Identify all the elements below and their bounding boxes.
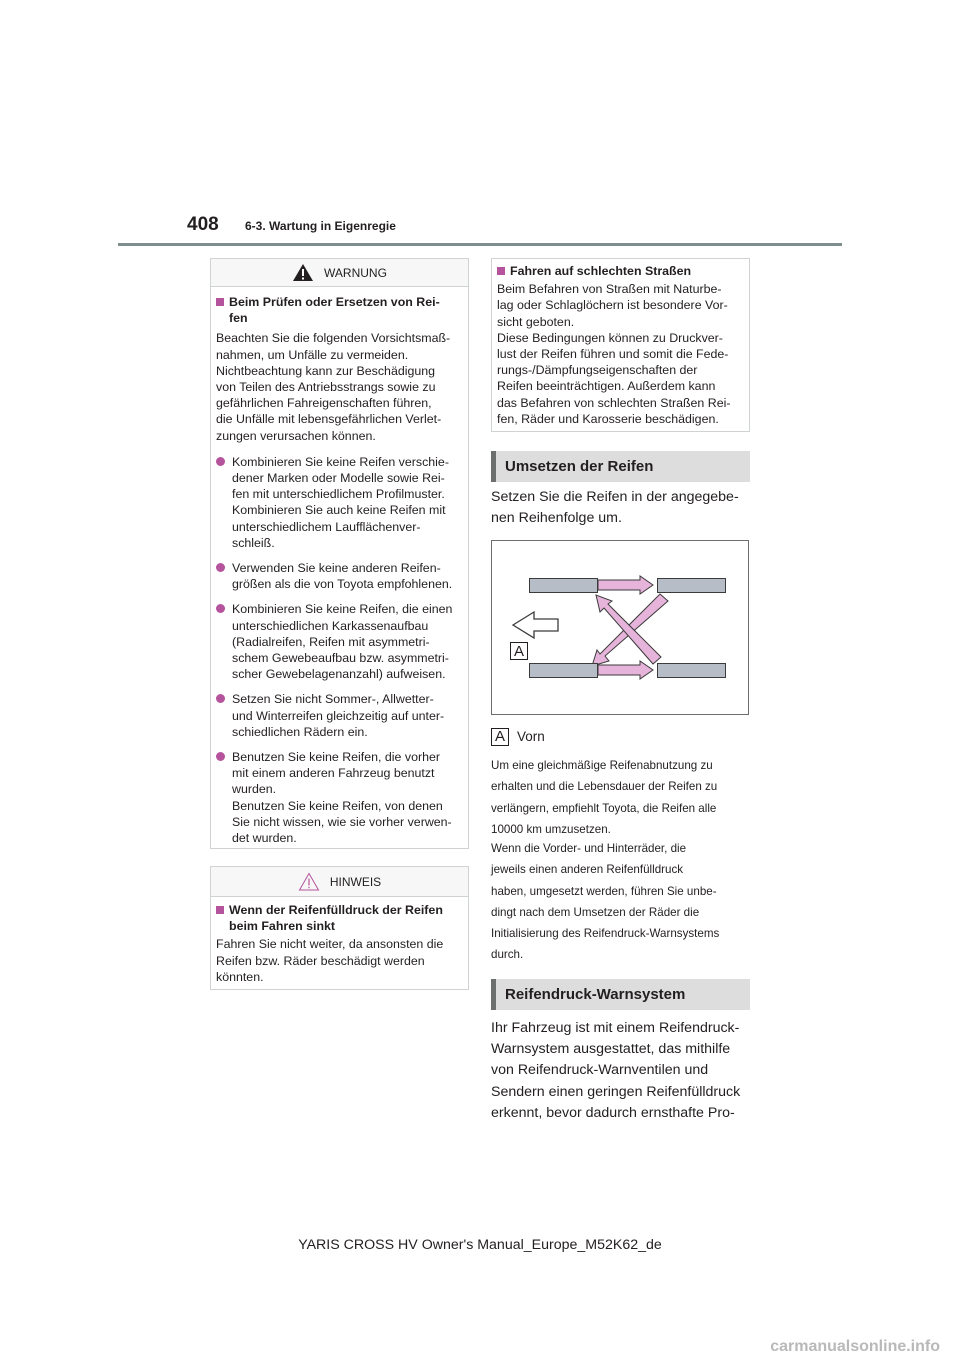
legend-text: Vorn (517, 729, 545, 744)
rotation-note-2: Wenn die Vorder- und Hinterräder, die jeweils einen anderen Reifenfülldruck haben, umgesetzt werden, führen Sie unbe- dingt nach dem Umsetzen der Räder die Initialisierung des Reifendruck-Warnsystems durch. (491, 842, 720, 962)
rotation-arrows (492, 541, 748, 714)
warning-triangle-icon (292, 263, 314, 282)
dot-bullet-icon (216, 457, 225, 466)
tire-rotation-figure (491, 540, 749, 715)
rough-roads-body (492, 259, 749, 435)
forward-arrow-icon (513, 612, 558, 638)
square-bullet-icon (497, 267, 505, 275)
rotation-intro: Setzen Sie die Reifen in der angegebe- nen Reihenfolge um. (491, 489, 739, 527)
tpws-text: Ihr Fahrzeug ist mit einem Reifendruck- Warnsystem ausgestattet, das mithilfe von Reifendruck-Warnventilen und Sendern einen geringen Reifenfülldruck erkennt, bevor dadurch ernsthafte Pro- (491, 1020, 741, 1121)
dot-bullet-icon (216, 604, 225, 613)
caution-triangle-icon (298, 872, 320, 891)
rough-roads-box (491, 258, 750, 432)
rotation-heading: Umsetzen der Reifen (491, 451, 750, 482)
tpws-heading: Reifendruck-Warnsystem (491, 979, 750, 1010)
figure-label-a: A (510, 642, 528, 660)
dot-bullet-icon (216, 752, 225, 761)
rough-roads-subheading: Fahren auf schlechten Straßen (497, 263, 744, 279)
warning-bullet: Verwenden Sie keine anderen Reifen- größen als die von Toyota empfohlenen. (216, 560, 463, 592)
warning-intro: Beachten Sie die folgenden Vorsichtsmaß- nahmen, um Unfälle zu vermeiden. Nichtbeachtung kann zur Beschädigung von Teilen des Antriebsstrangs sowie zu gefährlichen Fahreigenschaften führen, die Unfälle mit lebensgefährlichen Verlet- zungen verursachen können. (216, 331, 451, 443)
tire-rear-left (529, 663, 598, 678)
warning-bullet: Setzen Sie nicht Sommer-, Allwetter- und Winterreifen gleichzeitig auf unter- schiedlichen Rädern ein. (216, 691, 463, 740)
rotation-note-1: Um eine gleichmäßige Reifenabnutzung zu erhalten und die Lebensdauer der Reifen zu verlängern, empfiehlt Toyota, die Reifen alle 10000 km umzusetzen. (491, 759, 718, 836)
tire-front-left (529, 578, 598, 593)
dot-bullet-icon (216, 694, 225, 703)
footer-text: YARIS CROSS HV Owner's Manual_Europe_M52K62_de (298, 1237, 662, 1253)
rough-roads-text: Beim Befahren von Straßen mit Naturbe- lag oder Schlaglöchern ist besondere Vor- sicht geboten. Diese Bedingungen können zu Druckver- lust der Reifen führen und somit die Fede- rungs-/Dämpfungseigenschaften der Reifen beeinträchtigen. Außerdem kann das Befahren von schlechten Straßen Rei- fen, Räder und Karosserie beschädigen. (497, 282, 731, 426)
warning-box (210, 258, 469, 849)
notice-text: Fahren Sie nicht weiter, da ansonsten die Reifen bzw. Räder beschädigt werden könnten. (216, 937, 444, 984)
square-bullet-icon (216, 298, 224, 306)
notice-body (211, 897, 468, 993)
warning-bullet: Kombinieren Sie keine Reifen, die einen unterschiedlichen Karkassenaufbau (Radialreifen, Reifen mit asymmetri- schem Gewebeaufbau bzw. asymmetri- scher Gewebelagenanzahl) aufweisen. (216, 601, 463, 682)
warning-bullet: Kombinieren Sie keine Reifen verschie- dener Marken oder Modelle sowie Rei- fen mit unterschiedlichem Profilmuster. Kombinieren Sie auch keine Reifen mit unterschiedlichem Laufflächenver- schleiß. (216, 454, 463, 551)
dot-bullet-icon (216, 563, 225, 572)
section-title: 6-3. Wartung in Eigenregie (245, 219, 396, 233)
notice-header (211, 867, 468, 897)
header-rule (118, 243, 842, 246)
watermark: carmanualsonline.info (770, 1338, 940, 1355)
notice-title: HINWEIS (329, 874, 382, 889)
warning-title: WARNUNG (324, 265, 387, 280)
notice-box (210, 866, 469, 990)
square-bullet-icon (216, 906, 224, 914)
figure-legend (491, 726, 545, 747)
warning-subheading: Beim Prüfen oder Ersetzen von Rei- fen (216, 294, 463, 326)
warning-bullet: Benutzen Sie keine Reifen, die vorher mit einem anderen Fahrzeug benutzt wurden. Benutzen Sie keine Reifen, von denen Sie nicht wissen, wie sie vorher verwen- det wurden. (216, 749, 463, 846)
arrow-rear-left-to-right (598, 661, 653, 679)
notice-subheading: Wenn der Reifenfülldruck der Reifen beim Fahren sinkt (216, 902, 463, 934)
legend-label-a: A (491, 728, 509, 746)
tire-rear-right (657, 663, 726, 678)
tire-front-right (657, 578, 726, 593)
warning-body (211, 287, 468, 854)
page-number: 408 (187, 214, 219, 235)
warning-header (211, 259, 468, 287)
arrow-front-left-to-right (598, 576, 653, 594)
